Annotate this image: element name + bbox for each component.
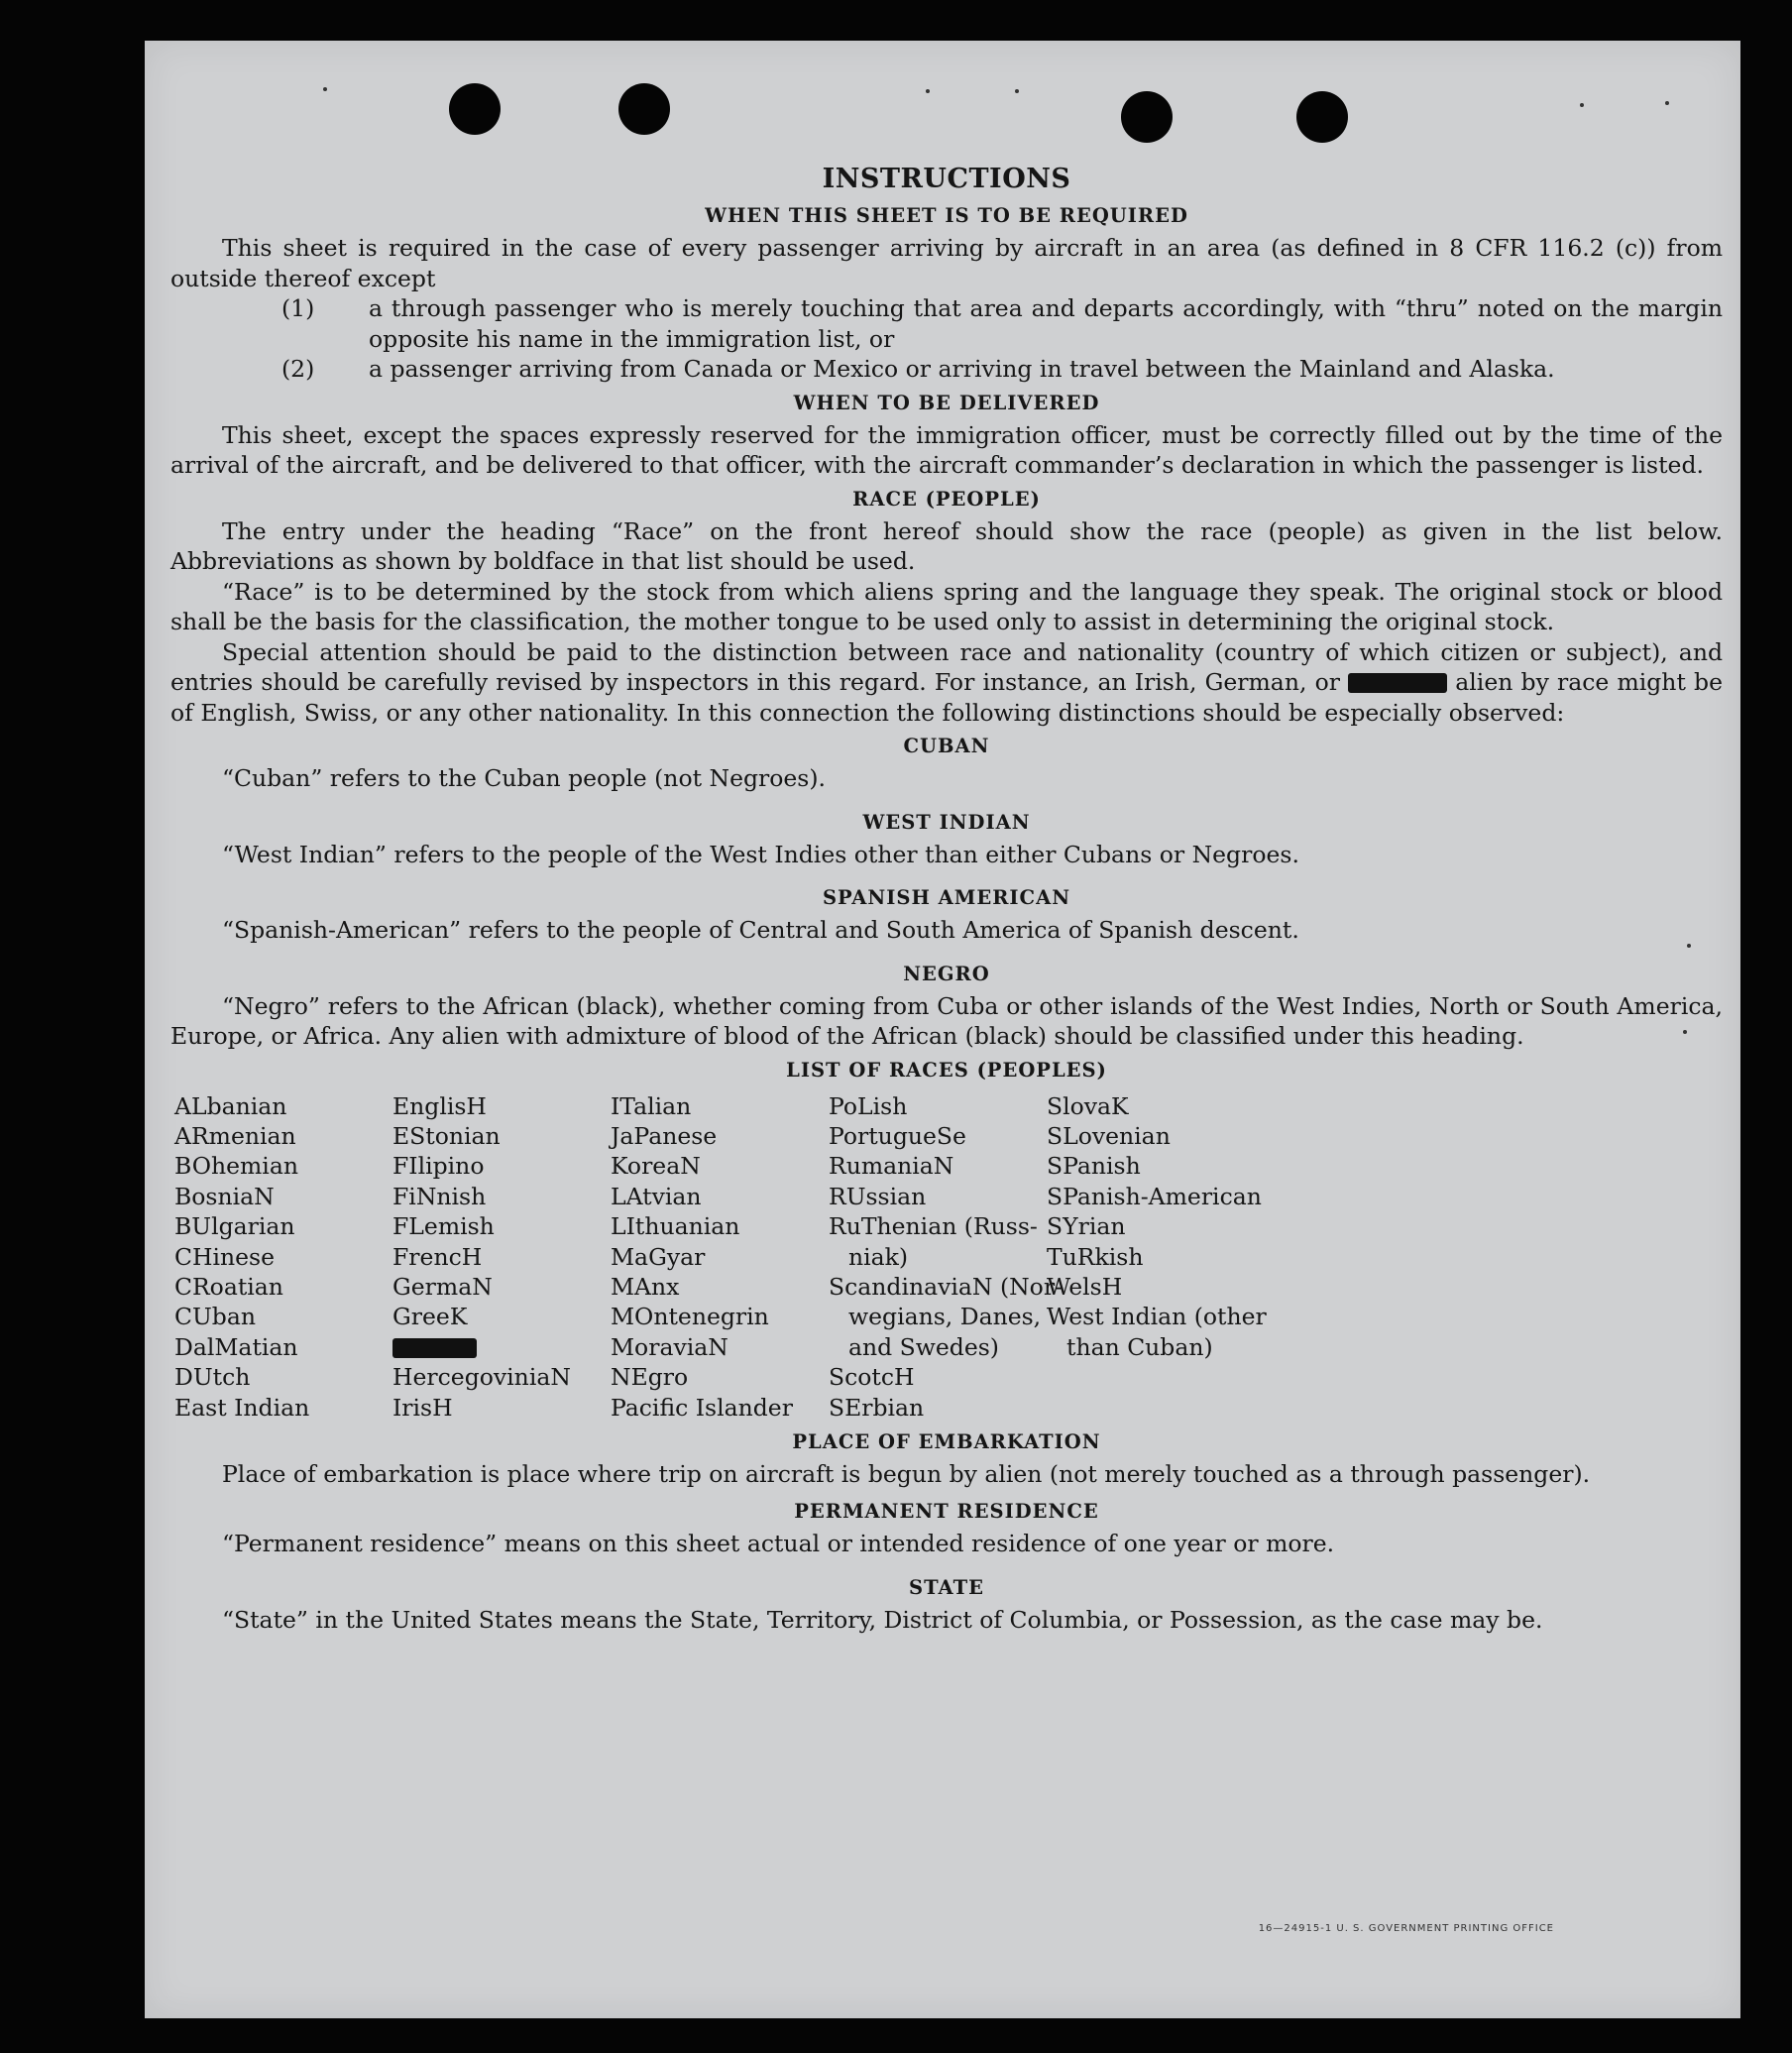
race-entry: FIlipino [392,1152,485,1181]
section-heading-cuban: CUBAN [903,735,990,757]
section-heading-spanish-american: SPANISH AMERICAN [822,886,1071,909]
residence-text: “Permanent residence” means on this sheet actual or intended residence of one year or more. [222,1530,1335,1557]
races-column [1047,1091,1267,1363]
race-entry: MOntenegrin [611,1303,769,1331]
scan-speck [1665,101,1669,105]
race-entry: ScandinaviaN (Nor- [829,1272,1063,1301]
section-heading-when-delivered: WHEN TO BE DELIVERED [793,391,1100,414]
race-paragraph-2: “Race” is to be determined by the stock from which aliens spring and the language they speak. The original stock or blood shall be the basis for the classification, the mother tongue to be used only to assist in determining the original stock. [170,577,1723,635]
race-entry: NEgro [611,1363,689,1392]
exception-number: (1) [281,294,315,322]
race-entry: PortugueSe [829,1121,966,1150]
race-entry: LAtvian [611,1182,702,1210]
race-entry: wegians, Danes, [848,1303,1042,1331]
cuban-text: “Cuban” refers to the Cuban people (not Negroes). [222,764,827,792]
race-paragraph-1: The entry under the heading “Race” on the front hereof should show the race (people) as given in the list below. Abbreviations as shown by boldface in that list should be used. [170,516,1723,575]
race-entry: CRoatian [174,1272,283,1301]
race-entry: FiNnish [392,1182,487,1210]
race-entry: MAnx [611,1272,680,1301]
races-column [392,1091,571,1423]
race-entry: FLemish [392,1212,495,1241]
race-entry: SPanish [1047,1152,1141,1181]
race-entry: CUban [174,1303,256,1331]
when-delivered-text: This sheet, except the spaces expressly reserved for the immigration officer, must be correctly filled out by the time of the arrival of the aircraft, and be delivered to that officer, with the aircraft commander’s declaration in which the passenger is listed. [170,420,1723,479]
races-column [174,1091,309,1423]
race-entry: EStonian [392,1121,501,1150]
races-column [829,1091,1063,1423]
race-entry: PoLish [829,1091,908,1120]
race-entry: ARmenian [174,1121,296,1150]
race-entry: TuRkish [1047,1242,1144,1271]
exception-number: (2) [281,355,315,383]
race-entry: MoraviaN [611,1332,728,1361]
race-entry: SErbian [829,1393,925,1422]
scan-speck [1580,103,1584,107]
exception-item-2 [170,354,1723,385]
form-sheet [145,41,1740,2018]
redaction-mark [392,1338,477,1358]
race-entry: IrisH [392,1393,453,1422]
race-entry: DalMatian [174,1332,298,1361]
race-entry: LIthuanian [611,1212,740,1241]
race-entry: ALbanian [174,1091,287,1120]
races-column [611,1091,793,1423]
instructions-content [170,162,1723,1635]
section-heading-state: STATE [909,1575,984,1599]
race-paragraph-3 [170,637,1723,729]
section-heading-negro: NEGRO [903,962,990,985]
race-entry: SPanish-American [1047,1182,1262,1210]
race-entry: RuThenian (Russ- [829,1212,1038,1241]
section-heading-when-required: WHEN THIS SHEET IS TO BE REQUIRED [705,204,1188,227]
race-entry: SLovenian [1047,1121,1171,1150]
race-entry: BUlgarian [174,1212,295,1241]
race-entry: JaPanese [611,1121,718,1150]
when-required-text: This sheet is required in the case of every passenger arriving by aircraft in an area (as defined in 8 CFR 116.2 (c)) from outside thereof except [170,234,1723,292]
scan-speck [926,89,930,93]
scan-speck [323,87,327,91]
exception-text: a through passenger who is merely touching that area and departs accordingly, with “thru” noted on the margin opposite his name in the immigration list, or [369,294,1723,353]
page-title: INSTRUCTIONS [822,164,1071,194]
race-entry: DUtch [174,1363,251,1392]
exception-item-1 [170,293,1723,354]
redaction-mark [1348,673,1447,693]
race-entry: EnglisH [392,1091,487,1120]
punch-hole [618,83,670,135]
race-entry: SlovaK [1047,1091,1129,1120]
race-entry: Pacific Islander [611,1393,793,1422]
embarkation-text: Place of embarkation is place where trip on aircraft is begun by alien (not merely touched as a through passenger). [222,1459,1591,1488]
printing-office-code: 16—24915-1 U. S. GOVERNMENT PRINTING OFFICE [1258,1923,1554,1934]
race-entry: ITalian [611,1091,692,1120]
race-entry: than Cuban) [1066,1332,1213,1361]
race-entry: and Swedes) [848,1332,999,1361]
race-entry: FrencH [392,1242,483,1271]
race-entry: GermaN [392,1272,493,1301]
west-indian-text: “West Indian” refers to the people of the West Indies other than either Cubans or Negroes. [222,840,1299,868]
exception-text: a passenger arriving from Canada or Mexico or arriving in travel between the Mainland and Alaska. [369,355,1555,383]
punch-hole [449,83,501,135]
race-entry: BosniaN [174,1182,275,1210]
race-entry: SYrian [1047,1212,1126,1241]
race-entry: East Indian [174,1393,310,1422]
punch-hole [1121,91,1173,143]
race-entry: CHinese [174,1242,275,1271]
race-entry [392,1332,571,1362]
race-entry: RumaniaN [829,1152,954,1181]
race-entry: HercegoviniaN [392,1363,571,1392]
race-entry: WelsH [1047,1272,1123,1301]
race-entry: BOhemian [174,1152,298,1181]
section-heading-list-of-races: LIST OF RACES (PEOPLES) [786,1058,1107,1082]
race-paragraph-3b: alien by race might be of English, Swiss, or any other nationality. In this connection the following distinctions should be especially observed: [170,668,1723,727]
section-heading-west-indian: WEST INDIAN [862,810,1031,834]
race-entry: KoreaN [611,1152,701,1181]
scan-speck [1015,89,1019,93]
race-paragraph-3a: Special attention should be paid to the distinction between race and nationality (country of which citizen or subject), and entries should be carefully revised by inspectors in this regard. For instance, an Irish, German, or [170,637,1723,696]
race-entry: West Indian (other [1047,1303,1267,1331]
race-entry: niak) [848,1242,909,1271]
races-list [170,1091,1723,1424]
spanish-american-text: “Spanish-American” refers to the people of Central and South America of Spanish descent. [222,916,1299,944]
section-heading-residence: PERMANENT RESIDENCE [794,1500,1099,1523]
punch-hole [1296,91,1348,143]
state-text: “State” in the United States means the State, Territory, District of Columbia, or Possession, as the case may be. [222,1605,1543,1634]
negro-text: “Negro” refers to the African (black), whether coming from Cuba or other islands of the West Indies, North or South America, Europe, or Africa. Any alien with admixture of blood of the African (black) should be classified under this heading. [170,991,1723,1050]
race-entry: MaGyar [611,1242,706,1271]
race-entry: GreeK [392,1303,468,1331]
section-heading-race: RACE (PEOPLE) [852,487,1041,511]
section-heading-embarkation: PLACE OF EMBARKATION [792,1429,1101,1453]
race-entry: RUssian [829,1182,927,1210]
race-entry: ScotcH [829,1363,915,1392]
